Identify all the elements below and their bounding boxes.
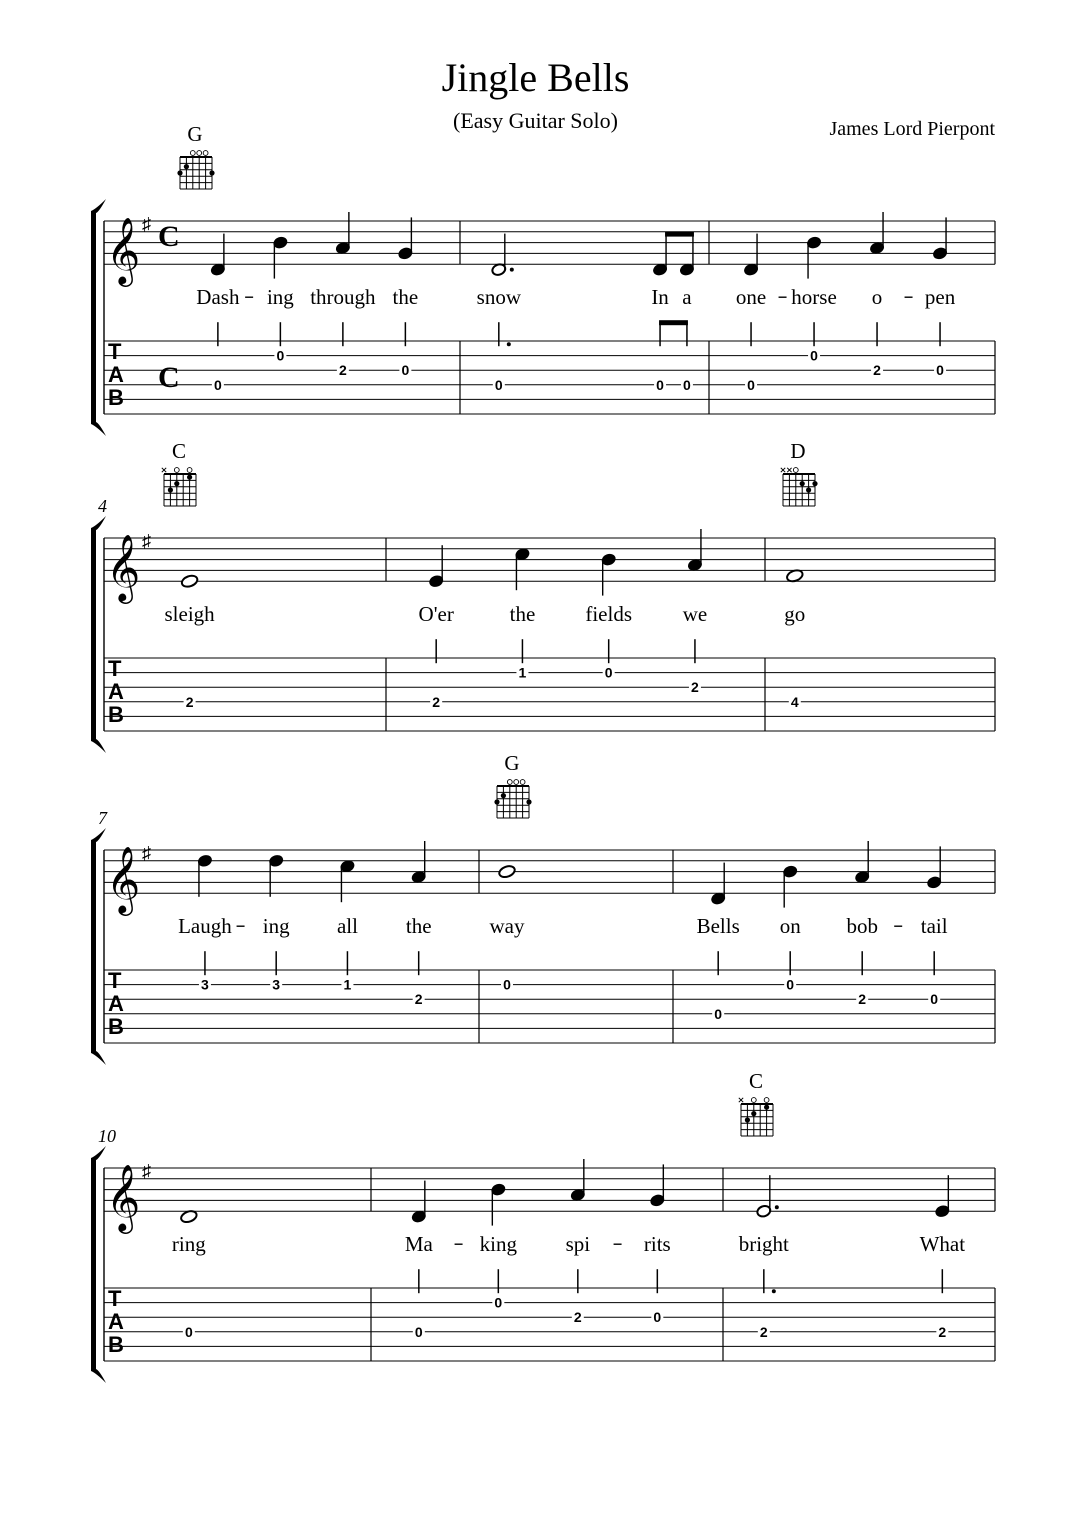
bracket-hook-bottom bbox=[91, 739, 106, 753]
system bbox=[91, 1069, 995, 1383]
score-subtitle: (Easy Guitar Solo) bbox=[453, 108, 618, 133]
lyric-syllable: bob bbox=[846, 914, 878, 939]
lyric-syllable: a bbox=[682, 285, 692, 310]
tab-fret-number: 2 bbox=[414, 991, 423, 1008]
tab-fret-number: 0 bbox=[683, 376, 691, 393]
tab-clef-letter: A bbox=[108, 1309, 124, 1334]
chord-diagram bbox=[781, 439, 818, 506]
finger-dot bbox=[177, 170, 182, 175]
finger-dot bbox=[168, 487, 173, 492]
system-bracket bbox=[91, 840, 96, 1053]
open-string-marker bbox=[514, 780, 519, 785]
tab-fret-number: 3 bbox=[272, 976, 281, 993]
tab-fret-number: 2 bbox=[573, 1309, 582, 1326]
tab-fret-number: 2 bbox=[858, 991, 867, 1008]
tab-clef-letter: B bbox=[108, 702, 124, 727]
lyric-syllable: the bbox=[405, 914, 432, 939]
lyric-syllable: Laugh bbox=[178, 914, 232, 939]
dot bbox=[510, 268, 514, 272]
tab-fret-number: 0 bbox=[810, 347, 818, 364]
lyric-syllable: Dash bbox=[196, 285, 240, 310]
tab-clef-letter: T bbox=[108, 1286, 122, 1311]
finger-dot bbox=[751, 1111, 756, 1116]
finger-dot bbox=[494, 799, 499, 804]
tab-fret-number: 3 bbox=[201, 976, 209, 993]
lyric-syllable: Bells bbox=[696, 914, 740, 939]
lyric-syllable: fields bbox=[585, 602, 633, 627]
system bbox=[91, 122, 995, 436]
tab-clef-letter: A bbox=[108, 991, 124, 1016]
tab-fret-number: 2 bbox=[338, 362, 347, 379]
lyric-syllable: bright bbox=[738, 1232, 789, 1257]
finger-dot bbox=[526, 799, 531, 804]
key-signature-sharp: ♯ bbox=[142, 843, 151, 863]
finger-dot bbox=[174, 481, 179, 486]
tab-fret-number: 0 bbox=[503, 976, 511, 993]
bracket-hook-top bbox=[91, 1146, 106, 1160]
chord-diagram bbox=[739, 1069, 773, 1136]
tab-fret-number: 0 bbox=[604, 664, 613, 681]
bracket-hook-top bbox=[91, 199, 106, 213]
chord-name: C bbox=[748, 1069, 764, 1093]
treble-clef: 𝄞 bbox=[106, 218, 141, 284]
tab-clef-letter: T bbox=[108, 968, 122, 993]
lyric-syllable: go bbox=[784, 602, 806, 627]
open-string-marker bbox=[751, 1098, 756, 1103]
bracket-hook-top bbox=[91, 516, 106, 530]
tab-fret-number: 0 bbox=[936, 362, 944, 379]
open-string-marker bbox=[507, 780, 512, 785]
lyric-syllable: ing bbox=[266, 285, 294, 310]
chord-name: G bbox=[187, 122, 203, 146]
key-signature-sharp: ♯ bbox=[142, 531, 151, 551]
tab-fret-number: 0 bbox=[656, 376, 664, 393]
finger-dot bbox=[806, 487, 811, 492]
tab-fret-number: 2 bbox=[873, 362, 881, 379]
finger-dot bbox=[187, 475, 192, 480]
time-signature: C bbox=[158, 220, 180, 253]
lyric-syllable: O'er bbox=[418, 602, 454, 627]
tab-fret-number: 2 bbox=[185, 693, 194, 710]
tab-fret-number: 0 bbox=[714, 1005, 723, 1022]
tab-fret-number: 0 bbox=[653, 1309, 662, 1326]
tab-fret-number: 0 bbox=[786, 976, 795, 993]
rhythm-dot bbox=[507, 342, 511, 346]
lyric-syllable: In bbox=[651, 285, 669, 310]
treble-clef: 𝄞 bbox=[106, 847, 141, 913]
lyric-syllable: through bbox=[310, 285, 376, 310]
lyric-syllable: rits bbox=[643, 1232, 671, 1257]
bracket-hook-top bbox=[91, 828, 106, 842]
chord-name: G bbox=[504, 751, 520, 775]
tab-fret-number: 1 bbox=[343, 976, 352, 993]
finger-dot bbox=[800, 481, 805, 486]
tab-clef-letter: T bbox=[108, 656, 122, 681]
tab-fret-number: 0 bbox=[276, 347, 285, 364]
finger-dot bbox=[812, 481, 817, 486]
notehead bbox=[180, 574, 198, 589]
finger-dot bbox=[209, 170, 214, 175]
lyric-syllable: pen bbox=[924, 285, 956, 310]
lyric-syllable: spi bbox=[565, 1232, 591, 1257]
chord-name: D bbox=[790, 439, 806, 463]
open-string-marker bbox=[793, 468, 798, 473]
composer-credit: James Lord Pierpont bbox=[829, 118, 995, 140]
rhythm-beam bbox=[659, 320, 688, 325]
open-string-marker bbox=[174, 468, 179, 473]
tab-fret-number: 0 bbox=[414, 1323, 423, 1340]
tab-fret-number: 2 bbox=[759, 1323, 768, 1340]
treble-clef: 𝄞 bbox=[106, 535, 141, 601]
system bbox=[91, 439, 995, 753]
tab-fret-number: 0 bbox=[184, 1323, 193, 1340]
lyric-syllable: on bbox=[779, 914, 801, 939]
tab-fret-number: 0 bbox=[213, 376, 222, 393]
lyric-syllable: Ma bbox=[404, 1232, 433, 1257]
lyric-syllable: snow bbox=[476, 285, 521, 310]
bracket-hook-bottom bbox=[91, 1051, 106, 1065]
score-title: Jingle Bells bbox=[441, 55, 630, 100]
tab-fret-number: 2 bbox=[938, 1323, 947, 1340]
lyric-syllable: the bbox=[392, 285, 419, 310]
system-bracket bbox=[91, 211, 96, 424]
tab-clef-letter: B bbox=[108, 385, 124, 410]
measure-number: 7 bbox=[98, 808, 107, 828]
open-string-marker bbox=[520, 780, 525, 785]
chord-diagram bbox=[494, 751, 531, 818]
finger-dot bbox=[184, 164, 189, 169]
lyric-syllable: king bbox=[479, 1232, 517, 1257]
bracket-hook-bottom bbox=[91, 1369, 106, 1383]
tab-fret-number: 2 bbox=[432, 693, 441, 710]
tab-fret-number: 0 bbox=[494, 1294, 503, 1311]
tab-clef-letter: T bbox=[108, 339, 122, 364]
measure-number: 4 bbox=[98, 496, 107, 516]
open-string-marker bbox=[197, 151, 202, 156]
lyric-syllable: o bbox=[871, 285, 883, 310]
tab-time-signature: C bbox=[158, 361, 180, 394]
tab-clef-letter: A bbox=[108, 362, 124, 387]
chord-name: C bbox=[171, 439, 187, 463]
lyric-syllable: ring bbox=[171, 1232, 206, 1257]
chord-diagram bbox=[162, 439, 196, 506]
open-string-marker bbox=[203, 151, 208, 156]
system-bracket bbox=[91, 1158, 96, 1371]
rhythm-dot bbox=[772, 1289, 776, 1293]
tab-fret-number: 0 bbox=[930, 991, 939, 1008]
system-bracket bbox=[91, 528, 96, 741]
lyric-syllable: way bbox=[489, 914, 525, 939]
lyric-syllable: the bbox=[509, 602, 536, 627]
system bbox=[91, 751, 995, 1065]
lyric-syllable: we bbox=[682, 602, 708, 627]
lyric-syllable: tail bbox=[920, 914, 948, 939]
key-signature-sharp: ♯ bbox=[142, 1161, 151, 1181]
open-string-marker bbox=[764, 1098, 769, 1103]
finger-dot bbox=[745, 1117, 750, 1122]
chord-diagram bbox=[177, 122, 214, 189]
tab-clef-letter: B bbox=[108, 1014, 124, 1039]
lyric-syllable: What bbox=[919, 1232, 966, 1257]
note-beam bbox=[665, 232, 694, 237]
lyric-syllable: sleigh bbox=[164, 602, 215, 627]
lyric-syllable: one bbox=[735, 285, 767, 310]
key-signature-sharp: ♯ bbox=[142, 214, 151, 234]
tab-fret-number: 2 bbox=[691, 679, 699, 696]
tab-fret-number: 1 bbox=[518, 664, 527, 681]
treble-clef: 𝄞 bbox=[106, 1165, 141, 1231]
open-string-marker bbox=[190, 151, 195, 156]
notehead bbox=[498, 864, 516, 879]
tab-fret-number: 0 bbox=[747, 376, 755, 393]
open-string-marker bbox=[187, 468, 192, 473]
tab-clef-letter: B bbox=[108, 1332, 124, 1357]
measure-number: 10 bbox=[98, 1126, 116, 1146]
tab-fret-number: 0 bbox=[494, 376, 503, 393]
tab-fret-number: 0 bbox=[401, 362, 410, 379]
lyric-syllable: all bbox=[336, 914, 358, 939]
tab-fret-number: 4 bbox=[790, 693, 799, 710]
tab-clef-letter: A bbox=[108, 679, 124, 704]
lyric-syllable: ing bbox=[262, 914, 290, 939]
finger-dot bbox=[501, 793, 506, 798]
lyric-syllable: horse bbox=[791, 285, 837, 310]
bracket-hook-bottom bbox=[91, 422, 106, 436]
dot bbox=[775, 1205, 779, 1209]
finger-dot bbox=[764, 1105, 769, 1110]
